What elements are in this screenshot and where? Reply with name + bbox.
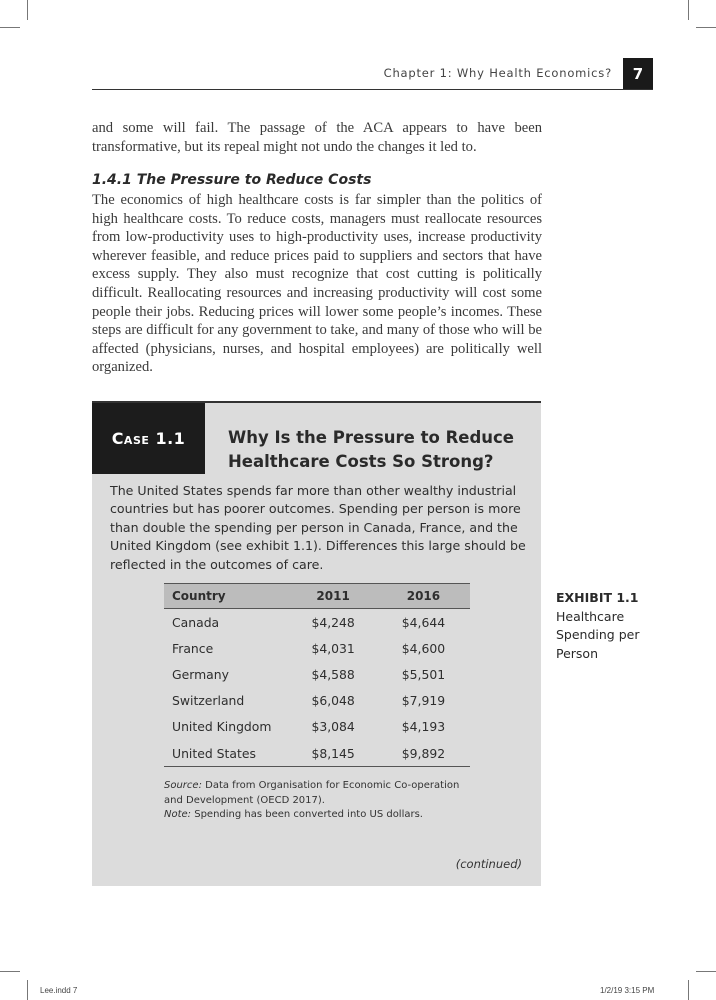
section-heading: 1.4.1 The Pressure to Reduce Costs: [92, 172, 372, 188]
exhibit-caption: [556, 589, 656, 663]
note-label: Note:: [164, 809, 192, 820]
crop-mark: [27, 980, 28, 1000]
spending-table: [164, 583, 470, 767]
country-cell: Canada: [172, 614, 220, 630]
crop-mark: [0, 971, 20, 972]
crop-mark: [696, 27, 716, 28]
country-cell: Germany: [172, 666, 229, 682]
exhibit-label: EXHIBIT 1.1: [556, 590, 639, 605]
paragraph: The economics of high healthcare costs is far simpler than the politics of high healthcare costs. To reduce costs, managers must reallocate resources from low-productivity uses to high-productivity uses, increase productivity wherever feasible, and reduce prices paid to suppliers and sectors that have excess supply. They also must recognize that cost cutting is politically difficult. Reallocating resources and increasing productivity will cost some people their jobs. Reducing prices will lower some people’s incomes. These steps are difficult for any government to take, and many of those who will be affected (physicians, nurses, and hospital employees) are politically well organized.: [92, 192, 542, 376]
paragraph: and some will fail. The passage of the ACA appears to have been transformative, but its repeal might not undo the changes it led to.: [92, 120, 542, 155]
crop-mark: [688, 0, 689, 20]
value-cell: $4,644: [401, 614, 446, 630]
source-label: Source:: [164, 780, 202, 791]
exhibit-description: Healthcare Spending per Person: [556, 608, 640, 661]
value-cell: $4,588: [311, 666, 355, 682]
table-row: [164, 661, 470, 687]
running-head: Chapter 1: Why Health Economics?: [383, 66, 612, 80]
crop-mark: [696, 971, 716, 972]
table-source: [164, 779, 464, 808]
value-cell: $4,248: [311, 614, 355, 630]
table-row: [164, 714, 470, 740]
value-cell: $8,145: [289, 740, 376, 767]
value-cell: $9,892: [377, 740, 470, 767]
column-header: 2011: [289, 584, 376, 609]
table-note: [164, 808, 464, 823]
source-text: Data from Organisation for Economic Co-operation and Development (OECD 2017).: [164, 780, 460, 806]
value-cell: $5,501: [401, 666, 446, 682]
note-text: Spending has been converted into US dollars.: [191, 809, 423, 820]
value-cell: $4,031: [311, 640, 355, 656]
column-header: Country: [164, 584, 289, 609]
footer-file-slug: Lee.indd 7: [40, 986, 78, 995]
table-row: [164, 609, 470, 636]
case-label: Case 1.1: [92, 403, 205, 474]
page-number: 7: [623, 58, 653, 90]
table-row: [164, 688, 470, 714]
country-cell: United Kingdom: [172, 719, 272, 735]
crop-mark: [688, 980, 689, 1000]
table-header-row: [164, 584, 470, 609]
value-cell: $7,919: [401, 693, 446, 709]
country-cell: United States: [164, 740, 289, 767]
value-cell: $4,193: [401, 719, 446, 735]
table-row: [164, 635, 470, 661]
country-cell: Switzerland: [172, 693, 245, 709]
footer-timestamp: 1/2/19 3:15 PM: [600, 986, 655, 995]
header-rule: [92, 89, 653, 90]
table-row: [164, 740, 470, 767]
value-cell: $4,600: [401, 640, 446, 656]
continued-label: (continued): [455, 857, 522, 871]
value-cell: $3,084: [311, 719, 355, 735]
value-cell: $6,048: [311, 693, 355, 709]
country-cell: France: [172, 640, 214, 656]
column-header: 2016: [377, 584, 470, 609]
case-title: Why Is the Pressure to Reduce Healthcare Costs So Strong?: [228, 428, 514, 471]
crop-mark: [27, 0, 28, 20]
case-intro: The United States spends far more than other wealthy industrial countries but has poorer outcomes. Spending per person is more than double the spending per person in Canada, France, and the United Kingdom (see exhibit 1.1). Differences this large should be reflected in the outcomes of care.: [110, 483, 526, 572]
crop-mark: [0, 27, 20, 28]
